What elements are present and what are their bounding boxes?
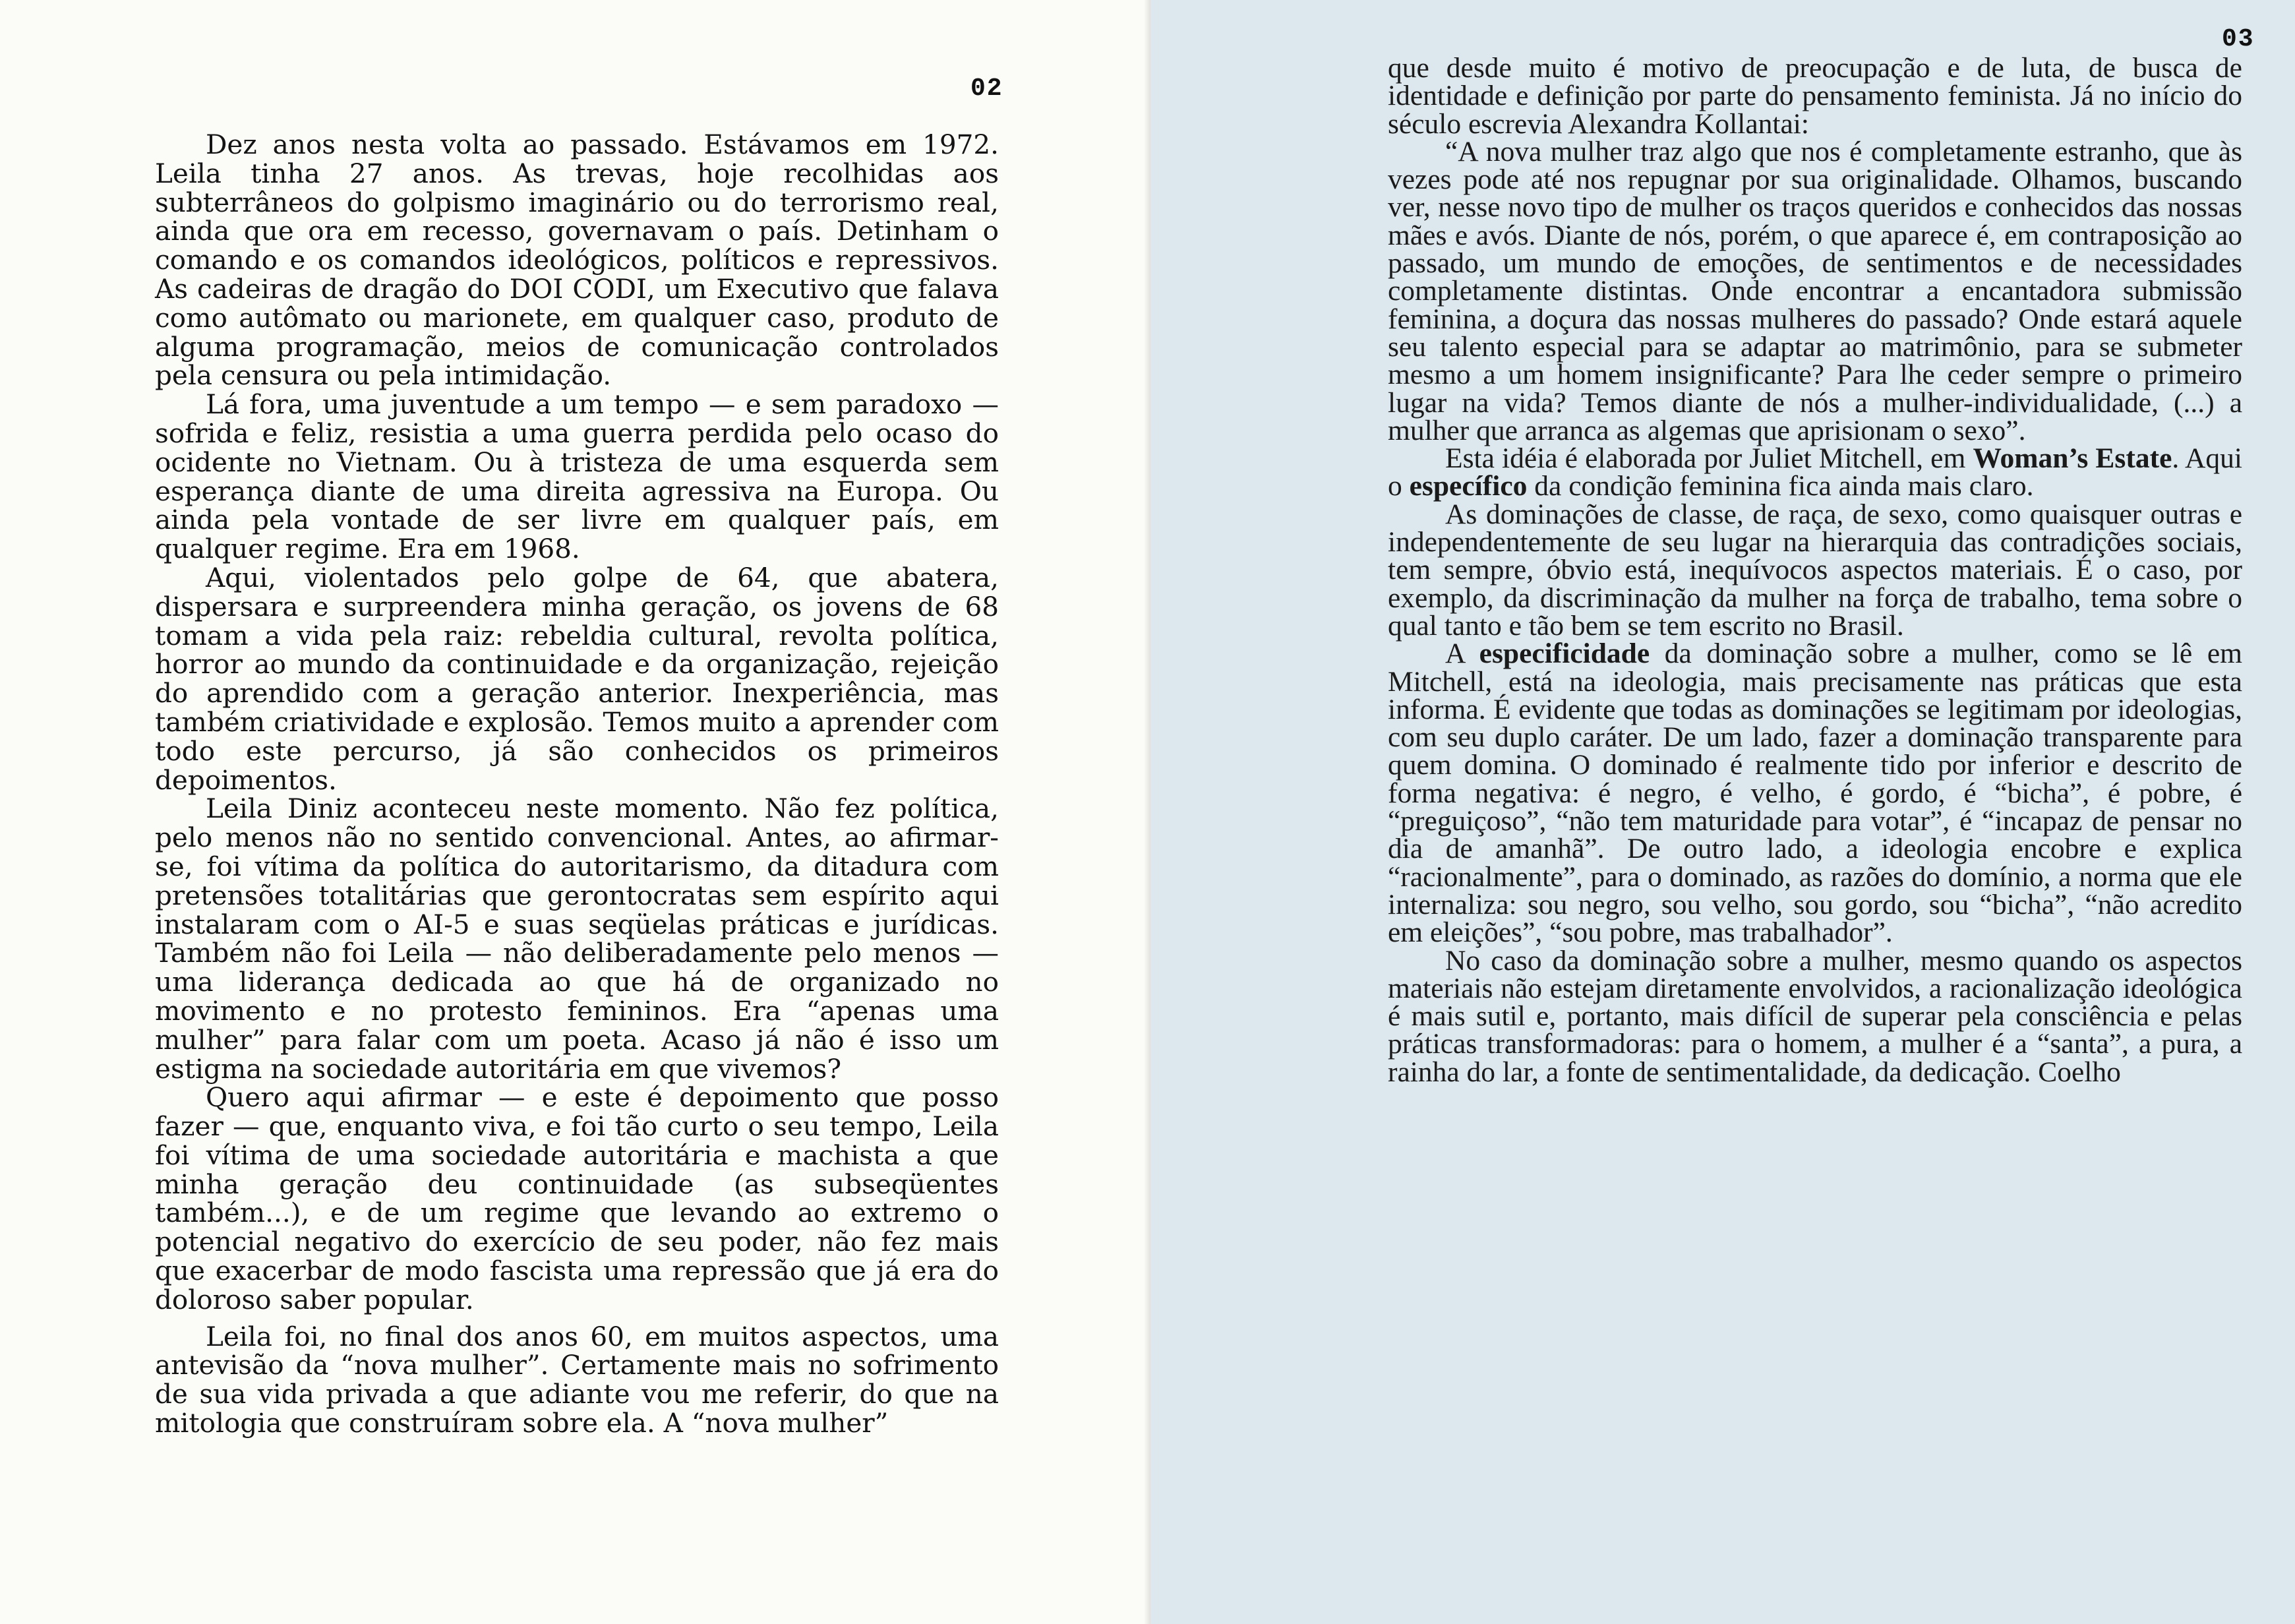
paragraph: Quero aqui afirmar — e este é depoimento que posso fazer — que, enquanto viva, e foi tão curto o seu tempo, Leila foi vítima de uma sociedade autoritária e machista a que minha geração deu continuidade (as subseqüentes também...), e de um regime que levando ao extremo o potencial negativo do exercício de seu poder, não fez mais que exacerbar de modo fascista uma repressão que já era do doloroso saber popular. [155, 1081, 999, 1315]
paragraph: Dez anos nesta volta ao passado. Estávamos em 1972. Leila tinha 27 anos. As trevas, hoje recolhidas aos subterrâneos do golpismo imaginário ou do terrorismo real, ainda que ora em recesso, governavam o país. Detinham o comando e os comandos ideológicos, políticos e repressivos. As cadeiras de dragão do DOI CODI, um Executivo que falava como autômato ou marionete, em qualquer caso, produto de alguma programação, meios de comunicação controlados pela censura ou pela intimidação. [155, 129, 999, 392]
paragraph: As dominações de classe, de raça, de sexo, como quaisquer outras e independentemente de seu lugar na hierarquia das contradições sociais, tem sempre, óbvio está, inequívocos aspectos materiais. É o caso, por exemplo, da discriminação da mulher na força de trabalho, tema sobre o qual tanto e tão bem se tem escrito no Brasil. [1388, 498, 2242, 642]
page-number: 03 [2222, 25, 2255, 53]
text-run: A [1445, 638, 1479, 670]
text-run: da condição feminina fica ainda mais claro. [1527, 470, 2034, 502]
right-page-body [1388, 54, 2242, 1086]
paragraph [1388, 638, 2242, 949]
text-run: da dominação sobre a mulher, como se lê em Mitchell, está na ideologia, mais precisamente nas práticas que esta informa. É evidente que todas as dominações se legitimam por ideologias, com seu duplo caráter. De um lado, fazer a dominação transparente para quem domina. O dominado é realmente tido por inferior e descrito de forma negativa: é negro, é velho, é gordo, é “bicha”, é pobre, é “preguiçoso”, “não tem maturidade para votar”, é “incapaz de pensar no dia de amanhã”. De outro lado, a ideologia encobre e explica “racionalmente”, para o dominado, as razões do domínio, a norma que ele internaliza: sou negro, sou velho, sou gordo, sou “bicha”, “não acredito em eleições”, “sou pobre, mas trabalhador”. [1388, 638, 2242, 949]
paragraph: Aqui, violentados pelo golpe de 64, que abatera, dispersara e surpreendera minha geração, os jovens de 68 tomam a vida pela raiz: rebeldia cultural, revolta política, horror ao mundo da continuidade e da organização, rejeição do aprendido com a geração anterior. Inexperiência, mas também criatividade e explosão. Temos muito a aprender com todo este percurso, já são conhecidos os primeiros depoimentos. [155, 561, 999, 796]
paragraph: que desde muito é motivo de preocupação e de luta, de busca de identidade e definição por parte do pensamento feminista. Já no início do século escrevia Alexandra Kollantai: [1388, 52, 2242, 140]
left-page-body [155, 131, 999, 1438]
text-run: . Aqui o [1388, 442, 2242, 502]
paragraph [1388, 444, 2242, 500]
emphasis: especificidade [1479, 638, 1650, 670]
paragraph: No caso da dominação sobre a mulher, mesmo quando os aspectos materiais não estejam diretamente envolvidos, a racionalização ideológica é mais sutil e, portanto, mais difícil de superar pela consciência e pelas práticas transformadoras: para o homem, a mulher é a “santa”, a pura, a rainha do lar, a fonte de sentimentalidade, da dedicação. Coelho [1388, 944, 2242, 1088]
quote-paragraph: “A nova mulher traz algo que nos é completamente estranho, que às vezes pode até nos repugnar por sua originalidade. Olhamos, buscando ver, nesse novo tipo de mulher os traços queridos e conhecidos das nossas mães e avós. Diante de nós, porém, o que aparece é, em contraposição ao passado, um mundo de emoções, de sentimentos e de necessidades completamente distintas. Onde encontrar a encantadora submissão feminina, a doçura das nossas mulheres do passado? Onde estará aquele seu talento especial para se adaptar ao matrimônio, para se submeter mesmo a um homem insignificante? Para lhe ceder sempre o primeiro lugar na vida? Temos diante de nós a mulher-individualidade, (...) a mulher que arranca as algemas que aprisionam o sexo”. [1388, 135, 2242, 446]
emphasis: específico [1409, 470, 1528, 502]
paragraph: Lá fora, uma juventude a um tempo — e sem paradoxo — sofrida e feliz, resistia a uma guerra perdida pelo ocaso do ocidente no Vietnam. Ou à tristeza de uma esquerda sem esperança diante de uma direita agressiva na Europa. Ou ainda pela vontade de ser livre em qualquer país, em qualquer regime. Era em 1968. [155, 388, 999, 565]
book-title: Woman’s Estate [1973, 442, 2172, 475]
paragraph: Leila foi, no final dos anos 60, em muitos aspectos, uma antevisão da “nova mulher”. Certamente mais no sofrimento de sua vida privada a que adiante vou me referir, do que na mitologia que construíram sobre ela. A “nova mulher” [155, 1320, 999, 1439]
paragraph: Leila Diniz aconteceu neste momento. Não fez política, pelo menos não no sentido convencional. Antes, ao afirmar-se, foi vítima da política do autoritarismo, da ditadura com pretensões totalitárias que gerontocratas sem espírito aqui instalaram com o AI-5 e suas seqüelas práticas e jurídicas. Também não foi Leila — não deliberadamente pelo menos — uma liderança dedicada ao que há de organizado no movimento e no protesto femininos. Era “apenas uma mulher” para falar com um poeta. Acaso já não é isso um estigma na sociedade autoritária em que vivemos? [155, 793, 999, 1085]
page-number: 02 [970, 75, 1003, 103]
right-page [1150, 0, 2295, 1624]
text-run: Esta idéia é elaborada por Juliet Mitchell, em [1445, 442, 1973, 475]
